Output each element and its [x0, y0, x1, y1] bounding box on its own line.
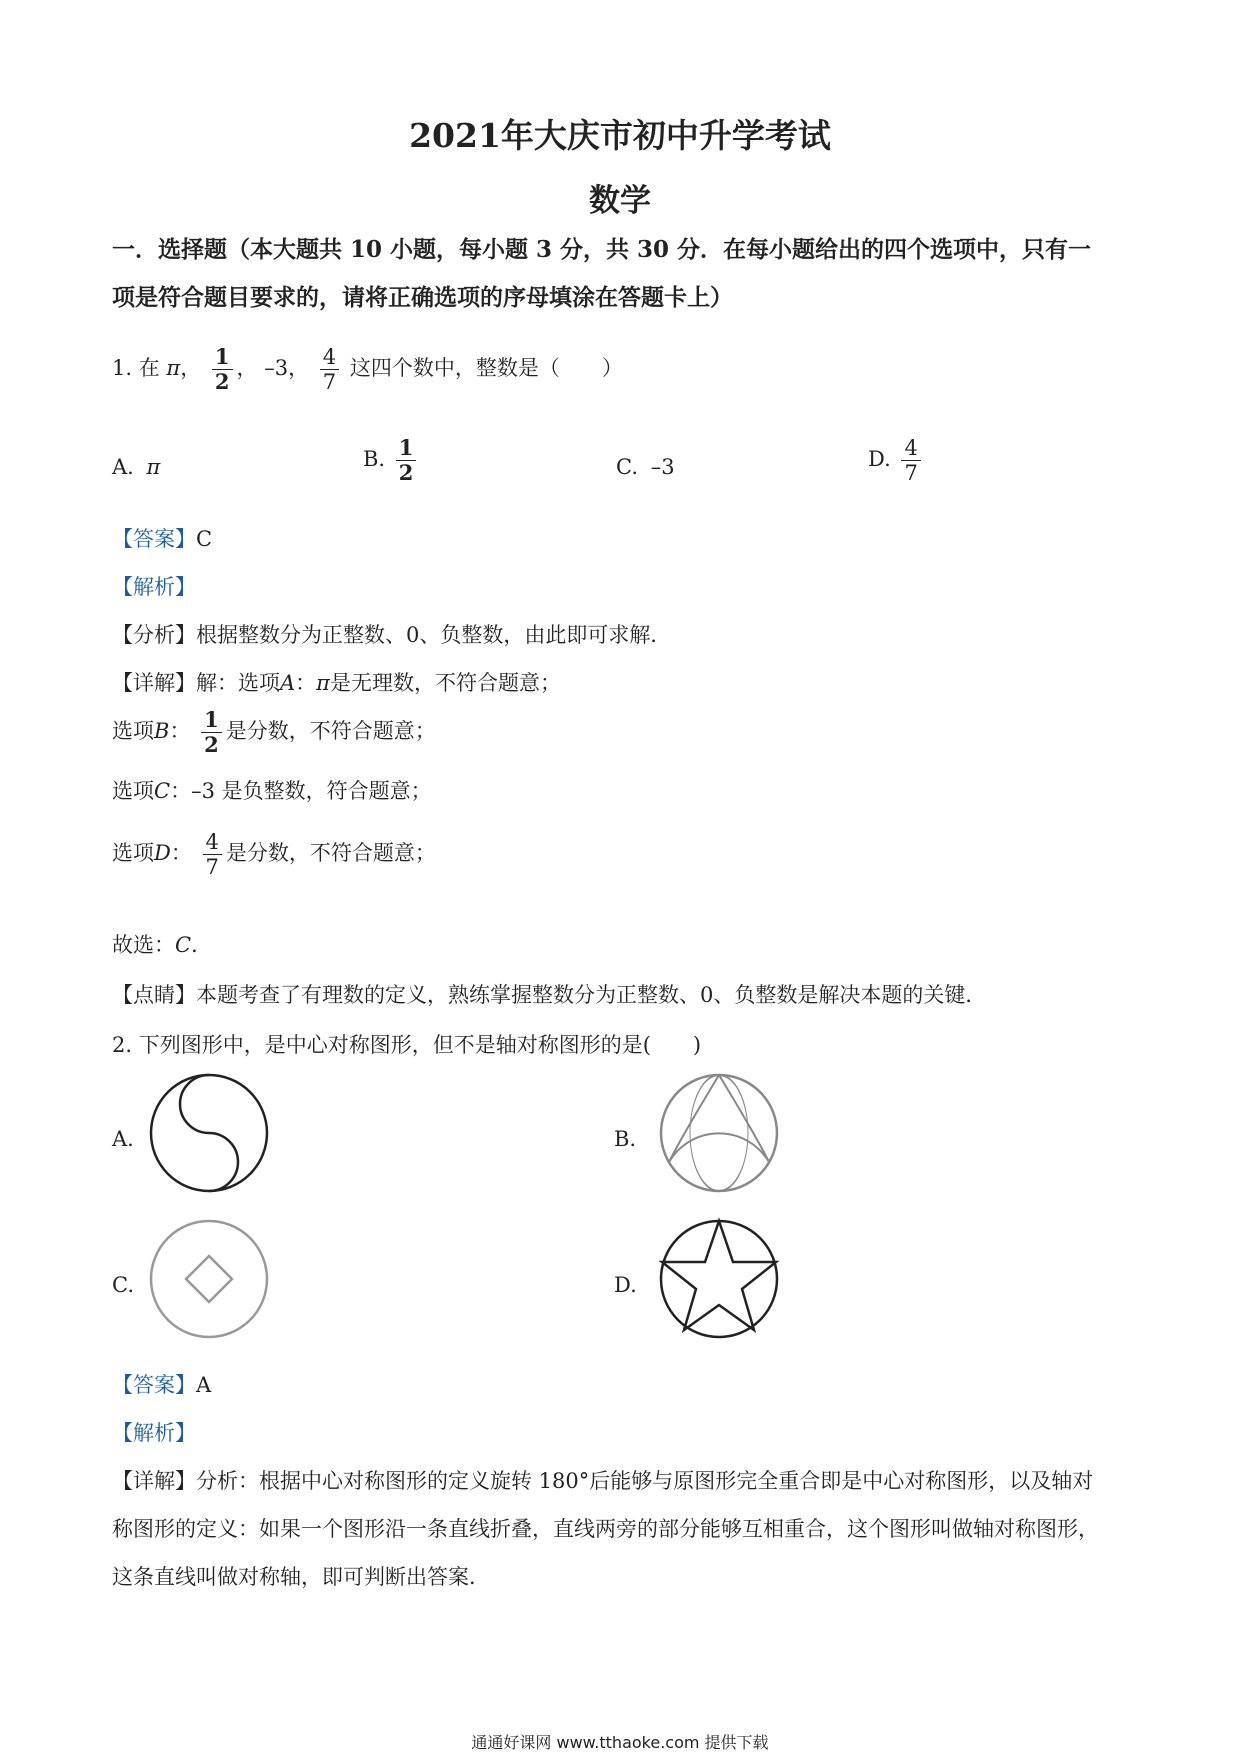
guxuan-letter: C: [175, 933, 192, 957]
q1-comma-1: ，: [180, 356, 202, 380]
q1-option-d: [868, 436, 925, 485]
q2-option-a-figure: [142, 1066, 276, 1204]
q1-option-c: [616, 452, 675, 482]
answer-tag: 【答案】: [112, 527, 196, 551]
q1-option-a: [112, 452, 160, 482]
fraction-numerator: 1: [396, 436, 417, 461]
explain-tail: 是分数，不符合题意；: [225, 841, 436, 865]
q2-option-d-figure: [652, 1212, 786, 1350]
yin-yang-figure: [142, 1066, 276, 1200]
explain-letter: B: [154, 719, 170, 743]
page-title: 2021年大庆市初中升学考试: [409, 116, 831, 155]
fraction-denominator: 7: [205, 855, 219, 879]
q2-option-c-label: C.: [112, 1273, 134, 1297]
answer-value: A: [196, 1373, 212, 1397]
q1-fenxi: 【分析】根据整数分为正整数、0、负整数，由此即可求解．: [112, 623, 672, 647]
q2-option-b-figure: [652, 1066, 786, 1204]
q2-option-a-label: A.: [112, 1127, 134, 1151]
q2-option-b-label: B.: [614, 1127, 637, 1151]
q1-option-b: [363, 436, 420, 485]
trefoil-circle-figure: [652, 1066, 786, 1200]
q1-comma-3: ，: [288, 356, 310, 380]
explain-colon: ：: [170, 779, 192, 803]
explain-colon: ：: [169, 719, 191, 743]
explain-prefix: 选项: [112, 841, 154, 865]
fraction-numerator: 4: [203, 830, 222, 855]
q1-stem: [112, 345, 623, 394]
fraction-numerator: 4: [901, 436, 920, 461]
explain-fraction: [203, 830, 222, 879]
answer-value: C: [196, 527, 213, 551]
answer-tag: 【答案】: [112, 1373, 196, 1397]
q2-xiangjie-line2: 称图形的定义：如果一个图形沿一条直线折叠，直线两旁的部分能够互相重合，这个图形叫做轴对称图形，: [112, 1517, 1099, 1541]
q1-option-b-explain: [112, 708, 436, 757]
q1-guxuan: [112, 930, 212, 960]
option-label: A.: [112, 455, 134, 479]
subject-title: 数学: [589, 183, 651, 219]
star-circle-figure: [652, 1212, 786, 1346]
xiangjie-colon: ：: [295, 671, 317, 695]
q1-neg3: –3: [264, 356, 289, 380]
fraction-denominator: 2: [214, 369, 230, 394]
q1-dianjing: 【点睛】本题考查了有理数的定义，熟练掌握整数分为正整数、0、负整数是解决本题的关键．: [112, 983, 987, 1007]
guxuan-suffix: ．: [191, 933, 213, 957]
option-value: –3: [650, 455, 675, 479]
q1-pi: π: [166, 356, 181, 380]
option-label: C.: [616, 455, 638, 479]
explain-prefix: 选项: [112, 719, 154, 743]
q2-option-c-figure: [142, 1212, 276, 1350]
section-heading: [112, 226, 1132, 322]
explain-colon: ：: [170, 841, 192, 865]
xiangjie-tail: 是无理数，不符合题意；: [329, 671, 561, 695]
q2-xiangjie-line3: 这条直线叫做对称轴，即可判断出答案．: [112, 1565, 490, 1589]
q1-option-c-explain: [112, 776, 432, 806]
q1-fraction-four-sevenths: [320, 345, 339, 394]
option-label: D.: [868, 447, 891, 471]
explain-fraction: [201, 708, 222, 757]
explain-prefix: 选项: [112, 779, 154, 803]
q2-stem: 2. 下列图形中，是中心对称图形，但不是轴对称图形的是( ): [112, 1033, 702, 1057]
q1-comma-2: ，: [236, 356, 258, 380]
fraction-numerator: 1: [201, 708, 222, 733]
guxuan-prefix: 故选：: [112, 933, 175, 957]
xiangjie-pi: π: [316, 671, 330, 695]
section-heading-line2: 项是符合题目要求的，请将正确选项的序母填涂在答题卡上）: [112, 284, 733, 311]
q2-option-d-label: D.: [614, 1273, 637, 1297]
q1-analysis-tag: 【解析】: [112, 575, 196, 599]
option-value: π: [146, 455, 161, 479]
fraction-denominator: 7: [322, 370, 337, 394]
q2-xiangjie-line1: 【详解】分析：根据中心对称图形的定义旋转 180°后能够与原图形完全重合即是中心对称图形，以及轴对: [112, 1469, 1094, 1493]
fraction-denominator: 2: [204, 732, 219, 757]
q2-answer: [112, 1370, 211, 1400]
fraction-numerator: 1: [212, 345, 233, 370]
fraction-numerator: 4: [320, 345, 339, 370]
section-heading-line1: 一．选择题（本大题共 10 小题，每小题 3 分，共 30 分．在每小题给出的四个选项中，只有一: [112, 236, 1092, 263]
q1-option-d-explain: [112, 830, 436, 879]
explain-tail: –3 是负整数，符合题意；: [191, 779, 432, 803]
option-label: B.: [363, 447, 386, 471]
q1-fraction-half: [212, 345, 233, 394]
explain-letter: C: [154, 779, 171, 803]
fraction-denominator: 7: [904, 461, 918, 485]
q1-answer: [112, 524, 212, 554]
xiangjie-prefix: 【详解】解：选项: [112, 671, 280, 695]
explain-letter: D: [154, 841, 171, 865]
q1-xiangjie: [112, 668, 561, 698]
option-fraction: [396, 436, 417, 485]
option-fraction: [901, 436, 920, 485]
page-footer: 通通好课网 www.tthaoke.com 提供下载: [471, 1733, 769, 1752]
q1-stem-suffix: 这四个数中，整数是（ ）: [349, 356, 623, 380]
explain-tail: 是分数，不符合题意；: [225, 719, 436, 743]
coin-diamond-figure: [142, 1212, 276, 1346]
q1-stem-prefix: 1. 在: [112, 356, 160, 380]
fraction-denominator: 2: [398, 460, 414, 485]
q2-analysis-tag: 【解析】: [112, 1421, 196, 1445]
xiangjie-option-letter: A: [280, 671, 296, 695]
